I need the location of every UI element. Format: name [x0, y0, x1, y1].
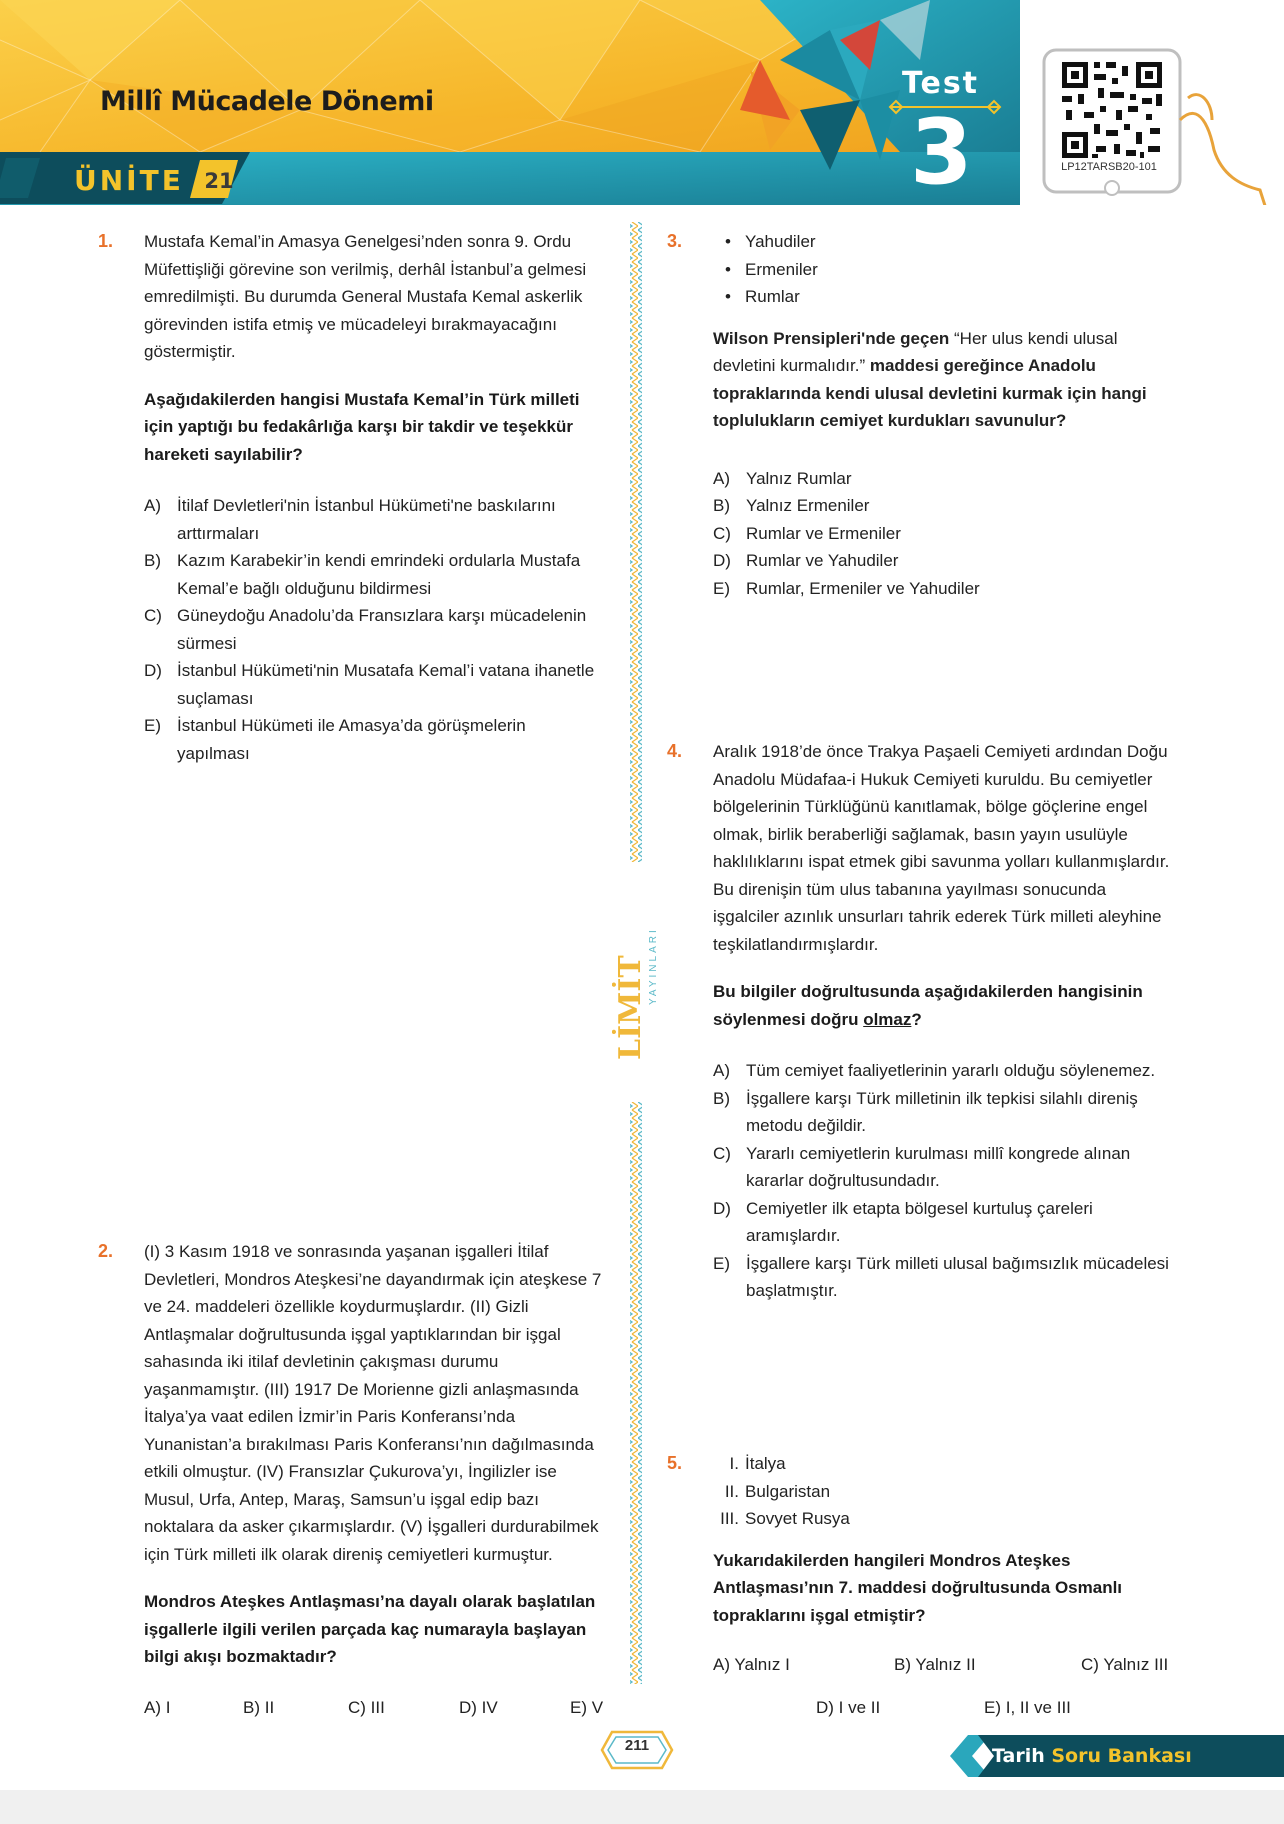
option-c[interactable]: C) III — [348, 1698, 385, 1717]
list-item: • Ermeniler — [713, 256, 1171, 284]
page-header — [0, 0, 1284, 205]
bullet-list — [713, 228, 1171, 311]
question-1 — [98, 228, 602, 767]
options-list — [713, 465, 1171, 603]
option-b[interactable]: B) İşgallere karşı Türk milletinin ilk tepkisi silahlı direniş metodu değildir. — [713, 1088, 1138, 1135]
list-item: • Yahudiler — [713, 228, 1171, 256]
options-list — [144, 492, 602, 767]
question-4 — [667, 738, 1171, 1305]
bottom-strip — [0, 1790, 1284, 1824]
question-stem: Wilson Prensipleri'nde geçen “Her ulus kendi ulusal devletini kurmalıdır.” maddesi gereğince Anadolu topraklarında kendi ulusal devletini kurmak için hangi toplulukların cemiyet kurdukları savunulur? — [713, 328, 1147, 430]
option-b[interactable]: B) II — [243, 1698, 275, 1717]
option-c[interactable]: C) Rumlar ve Ermeniler — [713, 523, 901, 543]
unit-number: 21 — [204, 169, 234, 193]
option-c[interactable]: C) Güneydoğu Anadolu’da Fransızlara karşı mücadelenin sürmesi — [144, 606, 587, 653]
question-number: 1. — [98, 231, 114, 251]
list-item: • Rumlar — [713, 283, 1171, 311]
options-list — [713, 1057, 1171, 1305]
question-2 — [98, 1238, 602, 1671]
unit-label: ÜNİTE — [74, 164, 184, 197]
publisher-sub: YAYINLARI — [648, 927, 659, 1005]
option-e[interactable]: E) I, II ve III — [984, 1698, 1071, 1717]
list-item: II. Bulgaristan — [724, 1481, 831, 1501]
publisher-name: LİMİT — [613, 955, 648, 1060]
question-passage: (I) 3 Kasım 1918 ve sonrasında yaşanan işgalleri İtilaf Devletleri, Mondros Ateşkesi’ne dayandırmak için ateşkese 7 ve 24. maddeleri özellikle koydurmuşlardır. (II) Gizli Antlaşmalar doğrultusunda işgal yaptıklarından bir işgal sahasında iki itilaf devletinin çakışması durumu yaşanmamıştır. (III) 1917 De Morienne gizli anlaşmasında İtalya’ya vaat edilen İzmir’in Paris Konferansı’nda Yunanistan’a bırakılması Paris Konferansı’nın dağılmasında etkili olmuştur. (IV) Fransızlar Çukurova’yı, İngilizler ise Musul, Urfa, Antep, Maraş, Samsun’u işgal edip bazı noktalara da asker çıkarmışlardır. (V) İşgalleri durdurabilmek için Türk milleti ilk olarak direniş cemiyetleri kurmuştur. — [144, 1242, 602, 1564]
list-item: I. İtalya — [729, 1454, 786, 1473]
question-number: 4. — [667, 741, 683, 761]
question-stem: Bu bilgiler doğrultusunda aşağıdakilerden hangisinin söylenmesi doğru olmaz? — [713, 982, 1143, 1029]
qr-code-label: LP12TARSB20-101 — [1061, 161, 1157, 173]
test-number: 3 — [910, 100, 973, 205]
option-d[interactable]: D) İstanbul Hükümeti'nin Musatafa Kemal’i vatana ihanetle suçlaması — [144, 661, 595, 708]
option-e[interactable]: E) İstanbul Hükümeti ile Amasya’da görüşmelerin yapılması — [144, 716, 526, 763]
question-passage: Mustafa Kemal’in Amasya Genelgesi’nden sonra 9. Ordu Müfettişliği görevine son verilmiş, derhâl İstanbul’a gelmesi emredilmişti. Bu durumda General Mustafa Kemal askerlik görevinden istifa etmiş ve mücadeleyi bırakmayacağını göstermiştir. — [144, 232, 587, 361]
option-b[interactable]: B) Yalnız II — [894, 1655, 976, 1674]
option-a[interactable]: A) Yalnız Rumlar — [713, 468, 852, 488]
option-d[interactable]: D) I ve II — [816, 1698, 881, 1717]
option-d[interactable]: D) IV — [459, 1698, 498, 1717]
option-e[interactable]: E) V — [570, 1698, 604, 1717]
option-d[interactable]: D) Cemiyetler ilk etapta bölgesel kurtuluş çareleri aramışlardır. — [713, 1198, 1093, 1245]
question-stem: Yukarıdakilerden hangileri Mondros Ateşkes Antlaşması’nın 7. maddesi doğrultusunda Osmanlı topraklarını işgal etmiştir? — [713, 1550, 1123, 1625]
list-item: III. Sovyet Rusya — [720, 1509, 850, 1528]
option-b[interactable]: B) Kazım Karabekir’in kendi emrindeki ordularla Mustafa Kemal’e bağlı olduğunu bildirmesi — [144, 551, 581, 598]
chapter-title: Millî Mücadele Dönemi — [100, 86, 434, 117]
question-stem: Mondros Ateşkes Antlaşması’na dayalı olarak başlatılan işgallerle ilgili verilen parçada kaç numarayla başlayan bilgi akışı bozmaktadır? — [144, 1592, 596, 1666]
option-a[interactable]: A) I — [144, 1698, 171, 1717]
question-passage: Aralık 1918’de önce Trakya Paşaeli Cemiyeti ardından Doğu Anadolu Müdafaa-i Hukuk Cemiyeti kuruldu. Bu cemiyetler bölgelerinin Türklüğünü kanıtlamak, bölge göçlerine engel olmak, birlik beraberliği sağlamak, basın yayın usulüyle haklılıklarını ispat etmek gibi savunma yolları kullanmışlardır. Bu direnişin tüm ulus tabanına yayılması sonucunda işgalciler azınlık unsurları tahrik ederek Türk milleti aleyhine teşkilatlandırmışlardır. — [713, 742, 1170, 954]
test-label: Test — [902, 66, 980, 101]
question-3 — [667, 228, 1171, 602]
question-number: 2. — [98, 1241, 114, 1261]
question-number: 3. — [667, 231, 683, 251]
option-a[interactable]: A) Yalnız I — [713, 1655, 790, 1674]
question-stem: Aşağıdakilerden hangisi Mustafa Kemal’in Türk milleti için yaptığı bu fedakârlığa karşı bir takdir ve teşekkür hareketi sayılabilir? — [144, 389, 580, 464]
option-c[interactable]: C) Yararlı cemiyetlerin kurulması millî kongrede alınan kararlar doğrultusundadır. — [713, 1143, 1131, 1190]
option-e[interactable]: E) İşgallere karşı Türk milleti ulusal bağımsızlık mücadelesi başlatmıştır. — [713, 1253, 1169, 1300]
option-c[interactable]: C) Yalnız III — [1081, 1655, 1169, 1674]
option-a[interactable]: A) Tüm cemiyet faaliyetlerinin yararlı olduğu söylenemez. — [713, 1061, 1156, 1080]
question-number: 5. — [667, 1453, 683, 1473]
question-5 — [667, 1450, 1171, 1629]
publisher-logo — [612, 870, 662, 1070]
option-e[interactable]: E) Rumlar, Ermeniler ve Yahudiler — [713, 578, 980, 598]
option-a[interactable]: A) İtilaf Devletleri'nin İstanbul Hükümeti'ne baskılarını arttırmaları — [144, 496, 556, 543]
roman-list — [713, 1450, 1171, 1533]
option-b[interactable]: B) Yalnız Ermeniler — [713, 496, 870, 515]
page-number: 211 — [624, 1737, 650, 1754]
option-d[interactable]: D) Rumlar ve Yahudiler — [713, 551, 899, 570]
qr-code-icon — [1060, 60, 1164, 160]
book-title: Tarih Soru Bankası — [992, 1745, 1192, 1767]
